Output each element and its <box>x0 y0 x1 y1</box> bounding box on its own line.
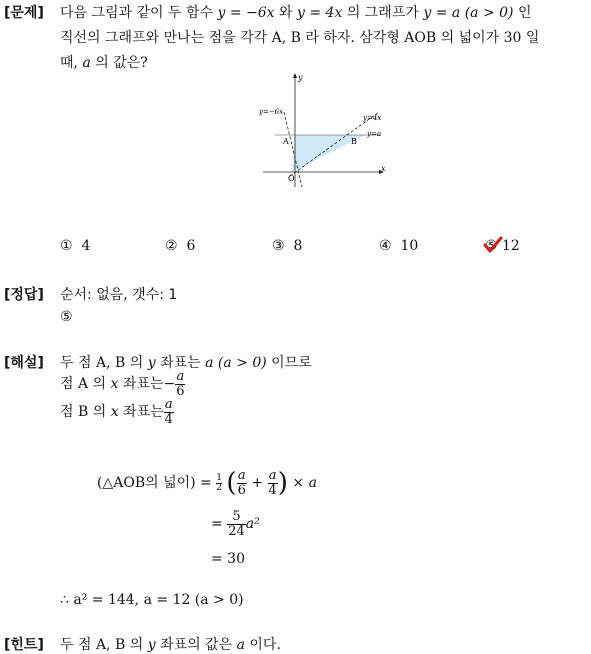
numerator: a <box>237 467 246 483</box>
hint-text-part: 이다. <box>249 637 281 653</box>
choice-number: ④ <box>379 238 392 254</box>
choice-1[interactable] <box>60 238 90 254</box>
choice-number: ② <box>165 238 178 254</box>
graph-figure <box>255 72 390 190</box>
x-axis-label: x <box>381 164 386 173</box>
numerator: 5 <box>227 510 246 525</box>
explanation-line-3 <box>60 398 174 426</box>
numerator: a <box>268 467 277 483</box>
problem-text: 의 그래프가 <box>346 5 419 21</box>
explanation-line-2 <box>60 370 185 398</box>
explanation-text: 좌표는 <box>123 404 164 421</box>
explanation-text: 두 점 A, B 의 <box>60 355 144 371</box>
choice-2[interactable] <box>165 238 195 254</box>
choice-value: 4 <box>81 238 91 254</box>
answer-meta: 순서: 없음, 갯수: 1 <box>60 287 178 303</box>
hint-text <box>60 634 281 654</box>
fraction-a-6 <box>175 370 185 398</box>
fraction-a-4 <box>268 469 278 497</box>
explanation-line-1 <box>60 352 312 372</box>
equation-left-side: (△AOB의 넓이) = <box>97 475 212 491</box>
fraction-5-24 <box>227 510 246 538</box>
variable-y: y <box>147 355 156 371</box>
equation-step-1 <box>97 468 317 498</box>
explanation-label: [해설] <box>4 355 44 371</box>
variable-x: x <box>110 404 119 421</box>
numerator: a <box>176 369 185 384</box>
answer-value: ⑤ <box>60 309 73 325</box>
variable-x: x <box>110 376 119 393</box>
problem-text: 와 <box>279 5 293 21</box>
hint-label: [힌트] <box>4 637 44 653</box>
choice-value: 6 <box>186 238 196 254</box>
check-mark-icon <box>483 236 503 254</box>
y-axis-arrow <box>293 73 297 78</box>
numerator: a <box>164 397 173 412</box>
equation-tail: a² <box>245 516 260 533</box>
paren-close: ) <box>277 468 288 498</box>
y-axis-label: y <box>298 73 303 82</box>
denominator: 4 <box>268 482 277 498</box>
problem-text: 인 <box>517 5 532 21</box>
hint-text-part: 두 점 A, B 의 <box>60 637 144 653</box>
fraction-a-4 <box>164 398 174 426</box>
origin-label: O <box>288 174 295 183</box>
choice-number: ⑤ <box>485 238 498 254</box>
problem-line-3 <box>60 52 148 72</box>
problem-line-2: 직선의 그래프와 만나는 점을 각각 A, B 라 하자. 삼각형 AOB 의 넓이가 30 일 <box>60 30 540 46</box>
equation-left: y = −6x <box>217 5 275 21</box>
plus-sign: + <box>251 475 264 491</box>
problem-line-1 <box>60 2 531 22</box>
explanation-text: 점 B 의 <box>60 404 107 421</box>
condition: (a > 0) <box>464 5 514 21</box>
hint-text-part: 좌표의 값은 <box>160 637 233 653</box>
paren-open: ( <box>226 468 237 498</box>
choice-value: 10 <box>400 238 419 254</box>
explanation-math: a (a > 0) <box>205 355 267 371</box>
choice-number: ① <box>60 238 73 254</box>
therefore-line: ∴ a² = 144, a = 12 (a > 0) <box>60 592 244 608</box>
explanation-text: 이므로 <box>271 355 312 371</box>
fraction-half <box>216 474 222 493</box>
explanation-text: 좌표는− <box>122 376 176 393</box>
line-label-neg6x: y=−6x <box>259 108 284 116</box>
denominator: 6 <box>176 383 185 399</box>
choice-3[interactable] <box>272 238 302 254</box>
equals-sign: = <box>211 516 223 533</box>
equation-right: y = 4x <box>297 5 343 21</box>
choice-4[interactable] <box>379 238 418 254</box>
choice-5[interactable] <box>485 238 520 254</box>
choice-number: ③ <box>272 238 285 254</box>
problem-text: 때, <box>60 55 78 71</box>
choice-number-selected <box>485 238 498 254</box>
answer-label: [정답] <box>4 287 44 303</box>
choice-value: 12 <box>502 238 520 254</box>
equation-step-2 <box>211 510 260 538</box>
explanation-text: 좌표는 <box>160 355 201 371</box>
point-a-label: A <box>283 137 289 146</box>
equation-step-3: = 30 <box>211 551 245 567</box>
line-label-a: y=a <box>367 130 381 138</box>
denominator: 24 <box>228 523 245 539</box>
line-label-4x: y=4x <box>363 114 382 122</box>
problem-text: 의 값은? <box>95 55 148 71</box>
denominator: 6 <box>237 482 246 498</box>
variable-y: y <box>147 637 156 653</box>
denominator: 2 <box>216 482 222 493</box>
problem-label: [문제] <box>4 5 44 21</box>
denominator: 4 <box>164 411 173 427</box>
variable-a: a <box>82 55 91 71</box>
numerator: 1 <box>216 472 222 483</box>
equation-tail: × a <box>292 475 317 491</box>
equation-horizontal: y = a <box>423 5 461 21</box>
explanation-text: 점 A 의 <box>60 376 107 393</box>
fraction-a-6 <box>237 469 247 497</box>
choice-value: 8 <box>293 238 303 254</box>
problem-text: 다음 그림과 같이 두 함수 <box>60 5 214 21</box>
variable-a: a <box>236 637 245 653</box>
point-b-label: B <box>351 137 357 146</box>
